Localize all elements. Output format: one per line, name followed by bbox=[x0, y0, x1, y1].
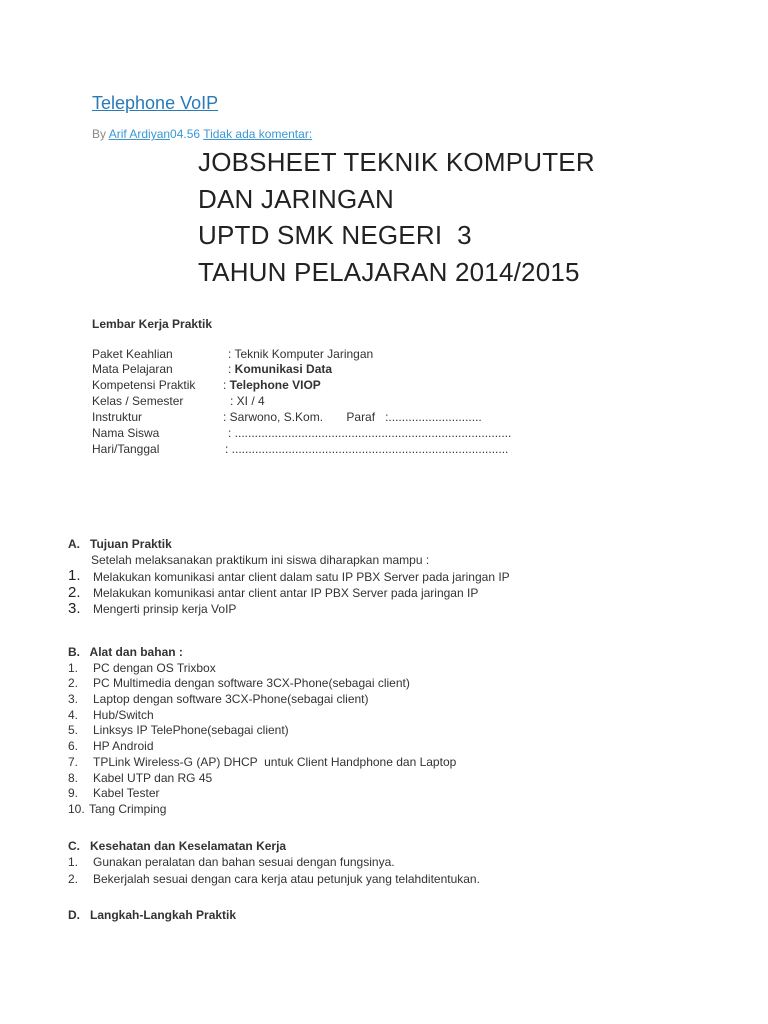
list-number: 10. bbox=[68, 802, 85, 816]
list-number: 5. bbox=[68, 723, 79, 737]
jobsheet-line: UPTD SMK NEGERI 3 bbox=[198, 220, 472, 250]
list-item: Kabel Tester bbox=[93, 786, 160, 800]
list-number: 1. bbox=[68, 567, 81, 584]
section-b-heading: B. Alat dan bahan : bbox=[68, 645, 183, 659]
field-colon: : bbox=[223, 410, 230, 424]
section-c-heading: C. Kesehatan dan Keselamatan Kerja bbox=[68, 839, 287, 853]
field-label-nama: Nama Siswa bbox=[92, 426, 160, 440]
field-value-instruktur bbox=[223, 410, 482, 424]
jobsheet-line: TAHUN PELAJARAN 2014/2015 bbox=[198, 256, 580, 287]
list-item: Bekerjalah sesuai dengan cara kerja atau petunjuk yang telahditentukan. bbox=[93, 872, 480, 886]
list-number: 2. bbox=[68, 676, 79, 690]
section-a-heading: A. Tujuan Praktik bbox=[68, 537, 172, 551]
field-value-hari bbox=[225, 442, 508, 456]
field-colon: : bbox=[230, 394, 237, 408]
section-d-heading: D. Langkah-Langkah Praktik bbox=[68, 908, 237, 922]
field-value-mapel bbox=[228, 362, 332, 376]
list-item: Gunakan peralatan dan bahan sesuai dengan fungsinya. bbox=[93, 855, 395, 869]
field-colon: : bbox=[225, 442, 232, 456]
list-number: 6. bbox=[68, 739, 79, 753]
list-number: 3. bbox=[68, 600, 81, 617]
field-value: ................................................................................... bbox=[231, 442, 509, 456]
field-value-nama bbox=[228, 426, 511, 440]
list-number: 4. bbox=[68, 708, 79, 722]
field-value-kompetensi bbox=[223, 378, 321, 392]
list-number: 7. bbox=[68, 755, 79, 769]
field-label-kompetensi: Kompetensi Praktik bbox=[92, 378, 196, 392]
field-value: XI / 4 bbox=[236, 394, 265, 408]
jobsheet-line: JOBSHEET TEKNIK KOMPUTER bbox=[198, 147, 595, 177]
list-item: Laptop dengan software 3CX-Phone(sebagai client) bbox=[93, 692, 369, 706]
jobsheet-line: DAN JARINGAN bbox=[198, 183, 394, 214]
list-item: HP Android bbox=[93, 739, 154, 753]
post-title-link[interactable]: Telephone VoIP bbox=[92, 93, 219, 113]
section-a-intro: Setelah melaksanakan praktikum ini siswa diharapkan mampu : bbox=[91, 553, 430, 567]
byline-by: By bbox=[92, 127, 109, 141]
field-value-paket bbox=[228, 347, 373, 361]
list-item: Melakukan komunikasi antar client dalam satu IP PBX Server pada jaringan IP bbox=[93, 570, 510, 584]
field-label-paket: Paket Keahlian bbox=[92, 347, 173, 361]
list-item: Hub/Switch bbox=[93, 708, 154, 722]
list-item: Kabel UTP dan RG 45 bbox=[93, 771, 213, 785]
list-number: 1. bbox=[68, 661, 79, 675]
field-value-kelas bbox=[230, 394, 265, 408]
list-number: 1. bbox=[68, 855, 79, 869]
field-value: Telephone VIOP bbox=[229, 378, 321, 392]
list-number: 8. bbox=[68, 771, 79, 785]
field-value: Teknik Komputer Jaringan bbox=[234, 347, 374, 361]
field-label-hari: Hari/Tanggal bbox=[92, 442, 160, 456]
field-value: Sarwono, S.Kom. Paraf :............................ bbox=[229, 410, 482, 424]
lembar-title: Lembar Kerja Praktik bbox=[92, 317, 213, 331]
field-label-instruktur: Instruktur bbox=[92, 410, 143, 424]
field-label-mapel: Mata Pelajaran bbox=[92, 362, 173, 376]
post-byline bbox=[92, 127, 312, 141]
field-value: ................................................................................... bbox=[234, 426, 512, 440]
list-number: 2. bbox=[68, 584, 81, 601]
list-number: 2. bbox=[68, 872, 79, 886]
list-number: 9. bbox=[68, 786, 79, 800]
post-time: 04.56 bbox=[170, 127, 201, 141]
list-item: Mengerti prinsip kerja VoIP bbox=[93, 602, 237, 616]
comments-link[interactable]: Tidak ada komentar: bbox=[203, 127, 313, 141]
list-number: 3. bbox=[68, 692, 79, 706]
author-link[interactable]: Arif Ardiyan bbox=[108, 127, 171, 141]
list-item: Linksys IP TelePhone(sebagai client) bbox=[93, 723, 289, 737]
list-item: PC dengan OS Trixbox bbox=[93, 661, 216, 675]
jobsheet-title bbox=[198, 144, 595, 290]
field-colon: : bbox=[228, 347, 235, 361]
field-colon: : bbox=[223, 378, 230, 392]
field-colon: : bbox=[228, 426, 235, 440]
list-item: TPLink Wireless-G (AP) DHCP untuk Client Handphone dan Laptop bbox=[93, 755, 457, 769]
list-item: Melakukan komunikasi antar client antar IP PBX Server pada jaringan IP bbox=[93, 586, 479, 600]
field-colon: : bbox=[228, 362, 235, 376]
field-label-kelas: Kelas / Semester bbox=[92, 394, 184, 408]
list-item: Tang Crimping bbox=[89, 802, 167, 816]
field-value: Komunikasi Data bbox=[234, 362, 333, 376]
list-item: PC Multimedia dengan software 3CX-Phone(sebagai client) bbox=[93, 676, 410, 690]
